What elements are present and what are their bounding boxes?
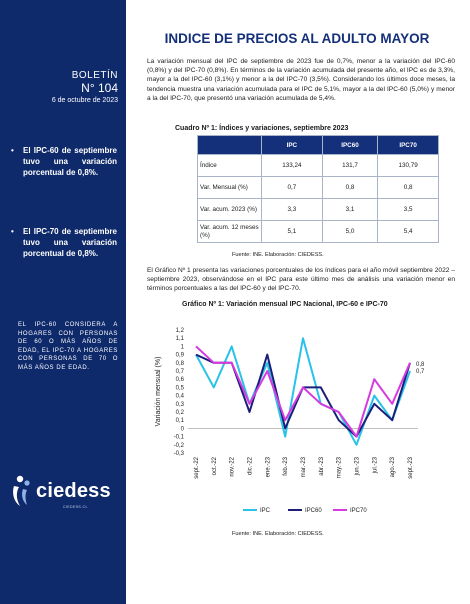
table-row (198, 221, 439, 243)
x-tick-label: sept.-23 (408, 457, 414, 479)
table-header-cell (198, 136, 262, 155)
table-cell: 3,3 (262, 199, 323, 221)
table-header-cell: IPC70 (378, 136, 439, 155)
logo-url: CIEDESS.CL (63, 505, 88, 509)
table-row (198, 199, 439, 221)
page-title: INDICE DE PRECIOS AL ADULTO MAYOR (164, 31, 430, 46)
y-tick-label: 0,2 (175, 410, 184, 416)
boletin-date: 6 de octubre de 2023 (51, 97, 118, 104)
series-line (196, 338, 410, 445)
x-tick-label: ago.-23 (390, 457, 397, 478)
x-tick-label: nov.-22 (229, 457, 236, 477)
table-cell: 130,79 (378, 155, 439, 177)
x-tick-label: jul.-23 (372, 457, 379, 474)
y-tick-label: 0,6 (175, 377, 184, 384)
ciedess-logo (10, 474, 116, 514)
bullet-mark: • (11, 146, 14, 155)
x-tick-label: jun.-23 (354, 457, 361, 476)
series-line (196, 355, 410, 437)
legend-label: IPC60 (305, 508, 322, 514)
highlight-ipc60 (9, 145, 117, 178)
y-tick-label: 1,1 (175, 336, 184, 343)
age-note: EL IPC-60 CONSIDERA A HOGARES CON PERSONAS DE 60 O MÁS AÑOS DE EDAD, EL IPC-70 A HOGARES CON PERSONAS DE 70 O MÁS AÑOS DE EDAD. (18, 322, 118, 371)
x-tick-label: sept.-22 (194, 457, 200, 479)
table-title: Cuadro Nº 1: Índices y variaciones, septiembre 2023 (175, 125, 349, 132)
table-cell: 5,0 (322, 221, 378, 243)
highlight-text: El IPC-60 de septiembre tuvo una variación porcentual de 0,8%. (23, 146, 117, 177)
table-cell: 0,7 (262, 177, 323, 199)
x-tick-label: mar.-23 (301, 457, 307, 478)
y-tick-label: -0,2 (173, 442, 184, 449)
x-tick-label: ene.-23 (265, 457, 272, 478)
y-tick-label: 1 (180, 344, 184, 351)
boletin-number: N° 104 (81, 81, 118, 95)
y-tick-label: 1,2 (175, 328, 184, 334)
table-cell: 133,24 (262, 155, 323, 177)
y-tick-label: 0,5 (175, 385, 184, 392)
chart-description: El Gráfico Nº 1 presenta las variaciones porcentuales de los índices para el año móvil septiembre 2022 – septiembre 2023, observándose en el IPC para este último mes de análisis una variación menor en términos porcentuales a las del IPC-60 y del IPC-70. (147, 267, 455, 293)
chart-source: Fuente: INE. Elaboración: CIEDESS. (232, 531, 324, 537)
row-label: Var. acum. 12 meses (%) (198, 221, 262, 243)
row-label: Var. acum. 2023 (%) (198, 199, 262, 221)
logo-wordmark: ciedess (36, 480, 111, 502)
table-header-cell: IPC (262, 136, 323, 155)
logo-people-icon (10, 474, 34, 510)
legend-label: IPC (260, 508, 271, 514)
chart-title: Gráfico Nº 1: Variación mensual IPC Nacional, IPC-60 e IPC-70 (182, 301, 388, 308)
x-tick-label: feb.-23 (283, 457, 290, 476)
y-tick-label: 0,3 (175, 401, 184, 408)
index-table (197, 135, 439, 243)
table-cell: 0,8 (322, 177, 378, 199)
series-line (196, 346, 410, 436)
bullet-mark: • (11, 227, 14, 236)
y-tick-label: 0,8 (175, 360, 184, 367)
table-cell: 0,8 (378, 177, 439, 199)
data-label: 0,8 (416, 361, 425, 368)
y-tick-label: 0,9 (175, 352, 184, 359)
table-cell: 131,7 (322, 155, 378, 177)
x-tick-label: oct.-22 (211, 457, 218, 476)
y-tick-label: 0 (180, 426, 184, 433)
y-tick-label: 0,1 (175, 418, 184, 425)
intro-paragraph: La variación mensual del IPC de septiembre de 2023 fue de 0,7%, menor a la variación del IPC-60 (0,8%) y del IPC-70 (0,8%). En términos de la variación acumulada del presente año, el IPC es de 3,3%, mayor a la del IPC-60 (3,1%) y menor a la del IPC-70 (3,5%). Considerando los últimos doce meses, la tendencia muestra una variación acumulada para el IPC de 5,1%, mayor a la del IPC-60 (5,0%) y menor a la del IPC-70, que presentó una variación acumulada de 5,4%. (147, 58, 455, 102)
line-chart (148, 318, 448, 523)
table-source: Fuente: INE. Elaboración: CIEDESS. (232, 252, 324, 258)
highlight-text: El IPC-70 de septiembre tuvo una variación porcentual de 0,8%. (23, 227, 117, 258)
y-axis-label: Variación mensual (%) (155, 356, 162, 427)
y-tick-label: 0,7 (175, 369, 184, 375)
y-tick-label: -0,3 (173, 451, 184, 457)
highlight-ipc70 (9, 226, 117, 259)
table-header-cell: IPC60 (322, 136, 378, 155)
row-label: Índice (198, 155, 262, 177)
data-label: 0,7 (416, 368, 425, 375)
sidebar (0, 0, 126, 604)
row-label: Var. Mensual (%) (198, 177, 262, 199)
x-tick-label: dic.-22 (247, 457, 254, 476)
boletin-label: BOLETÍN (71, 70, 118, 81)
y-tick-label: -0,1 (173, 434, 184, 441)
x-tick-label: abr.-23 (318, 457, 325, 476)
table-cell: 3,1 (322, 199, 378, 221)
x-tick-label: may.-23 (336, 457, 343, 479)
table-row (198, 155, 439, 177)
legend-label: IPC70 (350, 508, 367, 514)
table-header-row (198, 136, 439, 155)
table-cell: 3,5 (378, 199, 439, 221)
table-cell: 5,4 (378, 221, 439, 243)
y-tick-label: 0,4 (175, 393, 184, 400)
table-cell: 5,1 (262, 221, 323, 243)
table-row (198, 177, 439, 199)
